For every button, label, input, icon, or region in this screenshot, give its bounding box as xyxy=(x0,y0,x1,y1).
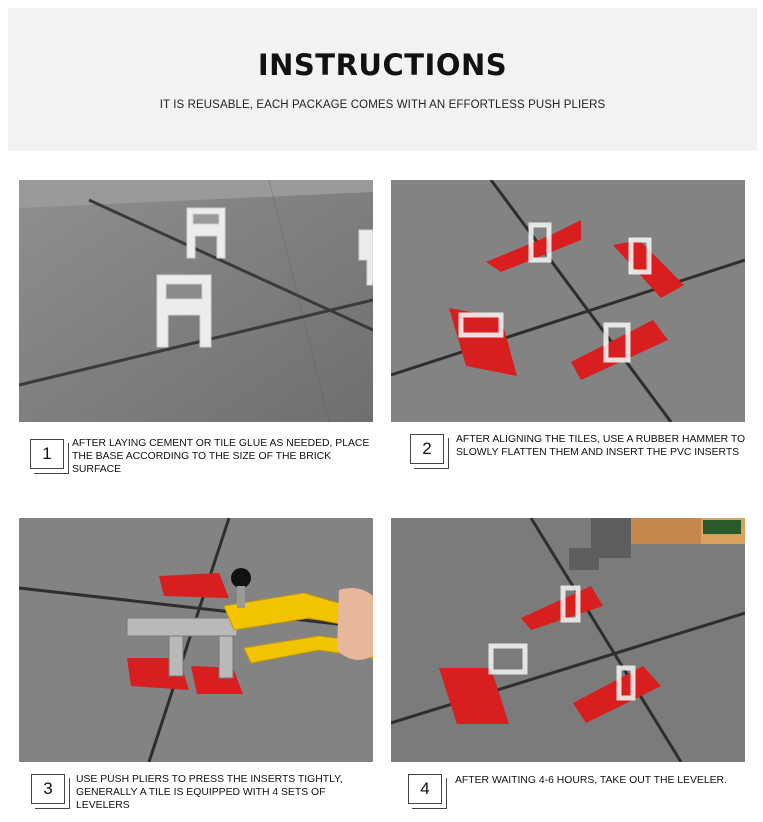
step-4-photo xyxy=(391,518,745,762)
step-4-text: AFTER WAITING 4-6 HOURS, TAKE OUT THE LEVELER. xyxy=(455,775,727,786)
step-4-number: 4 xyxy=(408,774,442,804)
header-banner xyxy=(8,8,757,151)
step-3-photo xyxy=(19,518,373,762)
step-2-number: 2 xyxy=(410,434,444,464)
step-2-photo xyxy=(391,180,745,422)
step-1-photo xyxy=(19,180,373,422)
step-3-text: USE PUSH PLIERS TO PRESS THE INSERTS TIGHTLY, GENERALLY A TILE IS EQUIPPED WITH 4 SETS OF LEVELERS xyxy=(76,774,343,811)
page-title: INSTRUCTIONS xyxy=(257,48,508,82)
step-1-text: AFTER LAYING CEMENT OR TILE GLUE AS NEEDED, PLACE THE BASE ACCORDING TO THE SIZE OF THE BRICK SURFACE xyxy=(72,438,370,475)
step-3-number: 3 xyxy=(31,774,65,804)
page-subtitle: IT IS REUSABLE, EACH PACKAGE COMES WITH AN EFFORTLESS PUSH PLIERS xyxy=(159,99,606,111)
step-2-text: AFTER ALIGNING THE TILES, USE A RUBBER HAMMER TO SLOWLY FLATTEN THEM AND INSERT THE PVC INSERTS xyxy=(456,434,746,458)
step-1-number: 1 xyxy=(30,439,64,469)
